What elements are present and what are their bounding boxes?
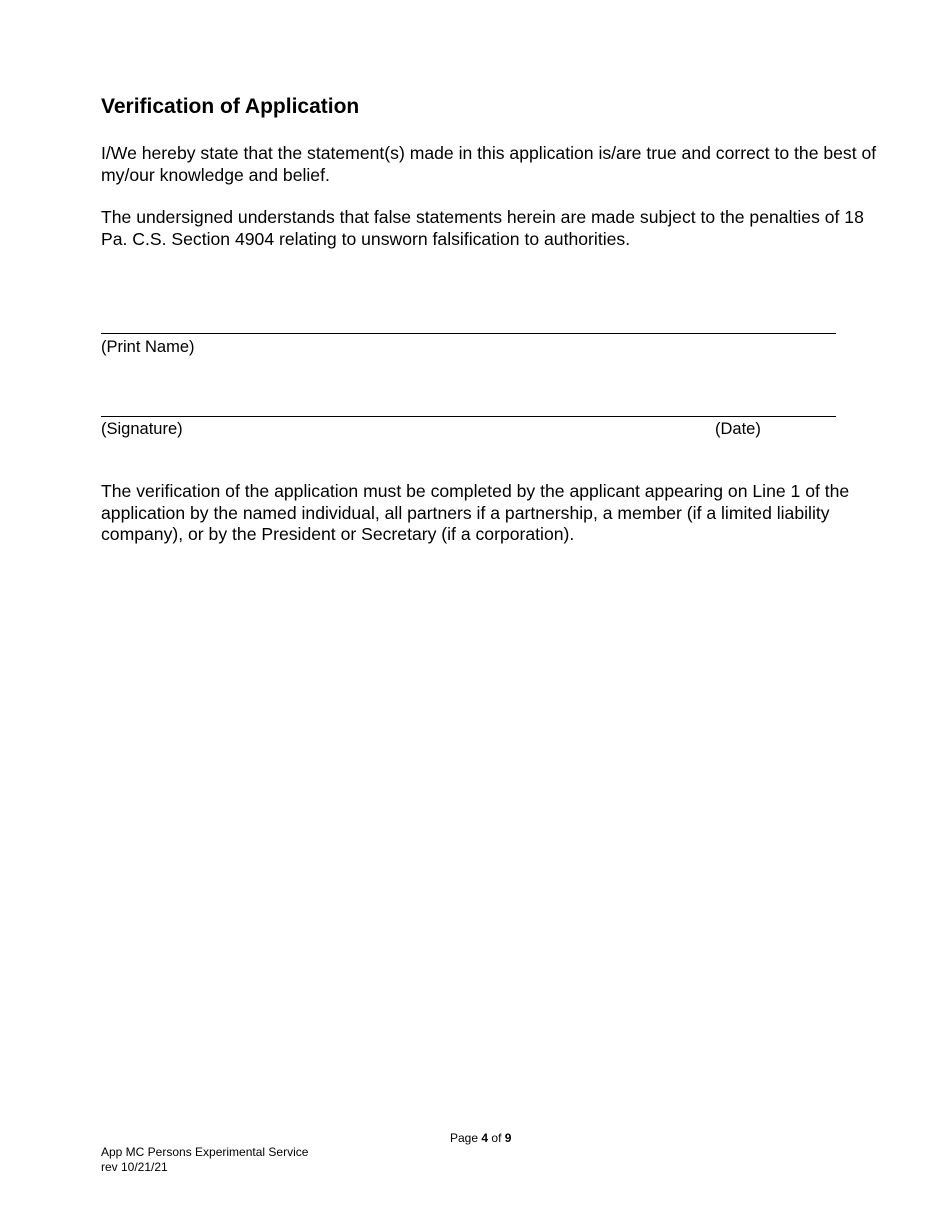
signature-date-line[interactable] xyxy=(101,416,836,417)
form-revision: rev 10/21/21 xyxy=(101,1159,168,1174)
date-label: (Date) xyxy=(715,420,761,438)
page-of: of xyxy=(491,1131,502,1145)
footer-form-info xyxy=(101,1145,308,1174)
penalty-paragraph: The undersigned understands that false statements herein are made subject to the penalties of 18 Pa. C.S. Section 4904 relating to unsworn falsification to authorities. xyxy=(101,207,864,249)
signature-label: (Signature) xyxy=(101,420,183,438)
instructions-paragraph: The verification of the application must be completed by the applicant appearing on Line 1 of the application by the named individual, all partners if a partnership, a member (if a limited liability company), or by the President or Secretary (if a corporation). xyxy=(101,481,850,544)
print-name-line[interactable] xyxy=(101,333,836,334)
print-name-label: (Print Name) xyxy=(101,338,195,356)
page-prefix: Page xyxy=(450,1131,479,1145)
document-title: Verification of Application xyxy=(101,95,360,118)
page-total: 9 xyxy=(504,1131,512,1145)
statement-paragraph: I/We hereby state that the statement(s) made in this application is/are true and correct to the best of my/our knowledge and belief. xyxy=(101,143,877,185)
form-name: App MC Persons Experimental Service xyxy=(101,1145,309,1159)
page-number xyxy=(450,1131,511,1145)
page-current: 4 xyxy=(481,1131,489,1145)
